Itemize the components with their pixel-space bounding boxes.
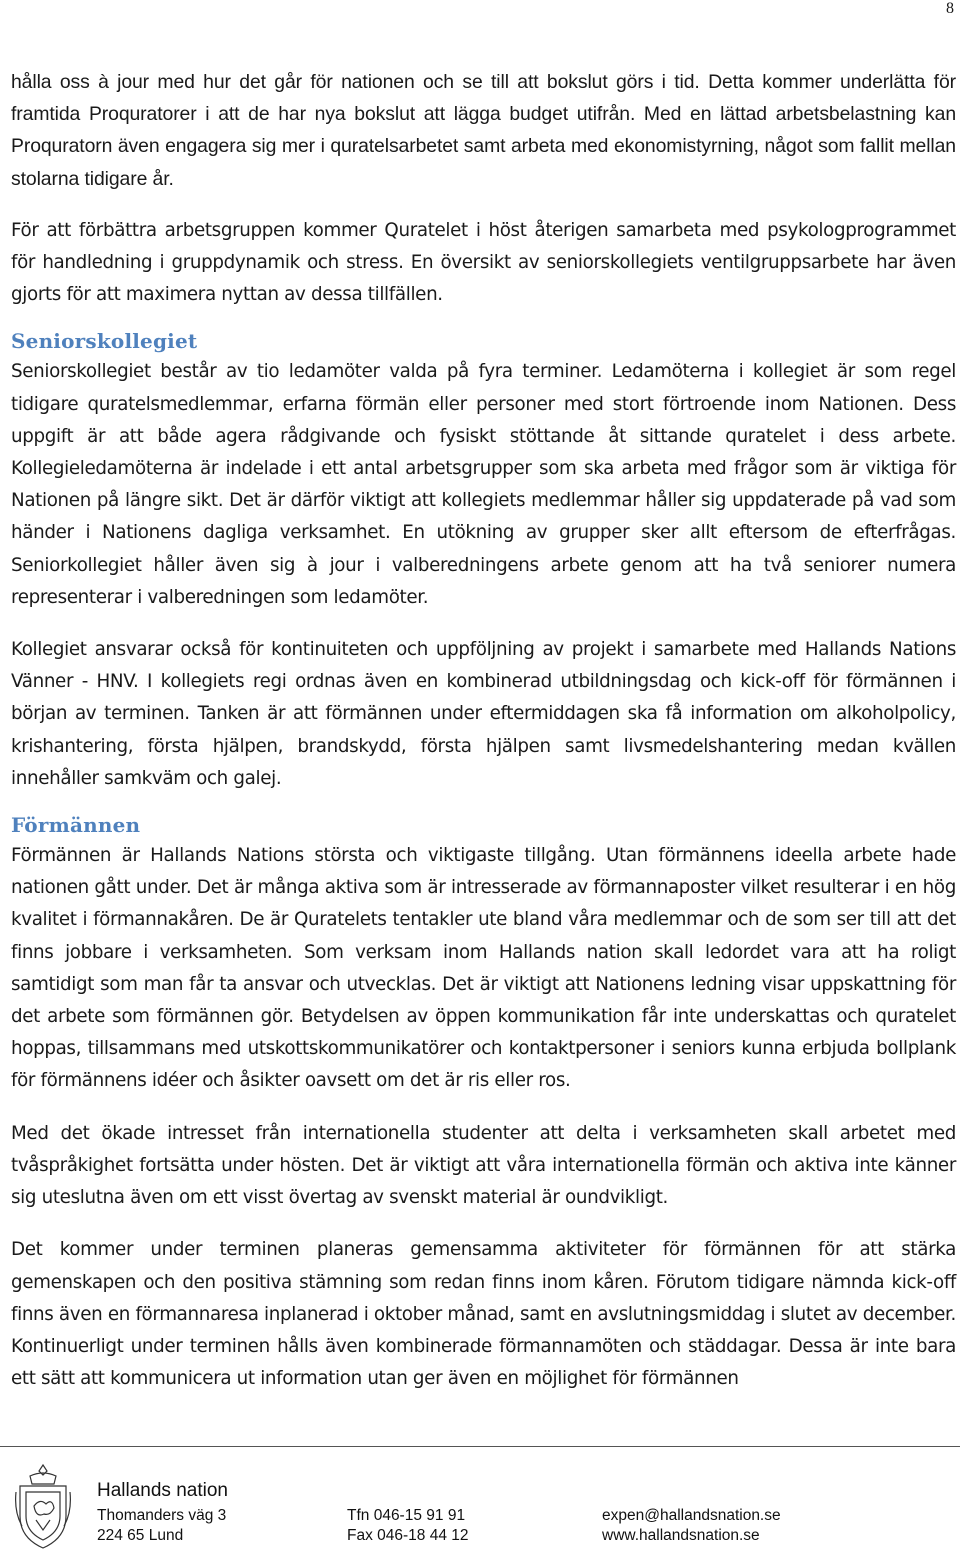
footer-divider xyxy=(0,1446,960,1447)
heading-formannen: Förmännen xyxy=(11,813,141,838)
footer-fax: Fax 046-18 44 12 xyxy=(347,1527,469,1544)
paragraph-kollegiet: Kollegiet ansvarar också för kontinuiteten och uppföljning av projekt i samarbete med Hallands Nations Vänner - HNV. I kollegiets regi ordnas även en kombinerad utbildningsdag och kick-off för förmännen i början av terminen. Tanken är att förmännen under eftermiddagen ska få information om alkoholpolicy, krishantering, första hjälpen, brandskydd, första hjälpen samt livsmedelshantering medan kvällen innehåller samkväm och galej. xyxy=(11,639,956,789)
spacer xyxy=(11,614,956,634)
spacer xyxy=(11,1098,956,1118)
footer-organization-name: Hallands nation xyxy=(97,1480,228,1501)
coat-of-arms-icon xyxy=(12,1462,74,1552)
paragraph-arbetsgruppen: För att förbättra arbetsgruppen kommer Quratelet i höst återigen samarbeta med psykologprogrammet för handledning i gruppdynamik och stress. En översikt av seniorskollegiets ventilgruppsarbete har även gjorts för att maximera nyttan av dessa tillfällen. xyxy=(11,219,956,306)
footer-postal: 224 65 Lund xyxy=(97,1527,184,1544)
heading-seniorskollegiet: Seniorskollegiet xyxy=(11,329,198,354)
spacer xyxy=(11,195,956,215)
paragraph-aktiviteter: Det kommer under terminen planeras gemensamma aktiviteter för förmännen för att stärka gemenskapen och den positiva stämning som redan finns inom kåren. Förutom tidigare nämnda kick-off finns även en förmannaresa inplanerad i oktober månad, samt en avslutningsmiddag i slutet av december. Kontinuerligt under terminen hålls även kombinerade förmannamöten och städdagar. Dessa är inte bara ett sätt att kommunicera ut information utan ger även en möjlighet för förmännen xyxy=(11,1239,956,1390)
spacer xyxy=(11,311,956,328)
footer-email-link[interactable]: expen@hallandsnation.se xyxy=(602,1507,781,1524)
paragraph-internationella: Med det ökade intresset från internationella studenter att delta i verksamheten skall arbetet med tvåspråkighet fortsätta under hösten. Det är viktigt att våra internationella förmän och aktiva inte känner sig uteslutna även om ett visst övertag av svenskt material är oundvikligt. xyxy=(11,1122,956,1209)
paragraph-formannen: Förmännen är Hallands Nations största och viktigaste tillgång. Utan förmännens ideella arbete hade nationen gått under. Det är många aktiva som är intresserade av förmannaposter vilket resulterar i en hög kvalitet i förmannakåren. De är Quratelets tentakler ute bland våra medlemmar och de som ser till att det finns jobbare i verksamheten. Som verksam inom Hallands nation skall ledordet vara att ha roligt samtidigt som man får ta ansvar och utvecklas. Det är viktigt att Nationens ledning visar uppskattning för det arbete som förmännen gör. Betydelsen av öppen kommunikation får inte underskattas och quratelet hoppas, tillsammans med utskottskommunikatörer och kontaktpersoner i seniors kunna erbjuda bollplank för förmännens idéer och åsikter oavsett om det är ris eller ros. xyxy=(11,845,956,1092)
footer-website-link[interactable]: www.hallandsnation.se xyxy=(602,1527,760,1544)
paragraph-seniorskollegiet: Seniorskollegiet består av tio ledamöter valda på fyra terminer. Ledamöterna i kollegiet är som regel tidigare quratelsmedlemmar, erfarna förmän eller personer med stort förtroende inom Nationen. Dess uppgift är att både agera rådgivande och fysiskt stöttande åt sittande quratelet i dess arbete. Kollegieledamöterna är indelade i ett antal arbetsgrupper som ska arbeta med frågor som är viktiga för Nationen på längre sikt. Det är därför viktigt att kollegiets medlemmar håller sig uppdaterade på vad som händer i Nationens dagliga verksamhet. En utökning av grupper sker allt eftersom de efterfrågas. Seniorkollegiet håller även sig à jour i valberedningens arbete genom att ha två seniorer numera representerar i valberedningen som ledamöter. xyxy=(11,361,956,608)
paragraph-proqurator: hålla oss à jour med hur det går för nationen och se till att bokslut görs i tid. Detta kommer underlätta för framtida Proquratorer i att de har nya bokslut att lägga budget utifrån. Med en lättad arbetsbelastning kan Proquratorn även engagera sig mer i quratelsarbetet samt arbeta med ekonomistyrning, något som fallit mellan stolarna tidigare år. xyxy=(11,71,956,190)
footer-street: Thomanders väg 3 xyxy=(97,1507,227,1524)
page-number: 8 xyxy=(946,0,954,17)
footer-phone: Tfn 046-15 91 91 xyxy=(347,1507,466,1524)
spacer xyxy=(11,1214,956,1234)
document-body xyxy=(11,66,956,1395)
spacer xyxy=(11,795,956,812)
